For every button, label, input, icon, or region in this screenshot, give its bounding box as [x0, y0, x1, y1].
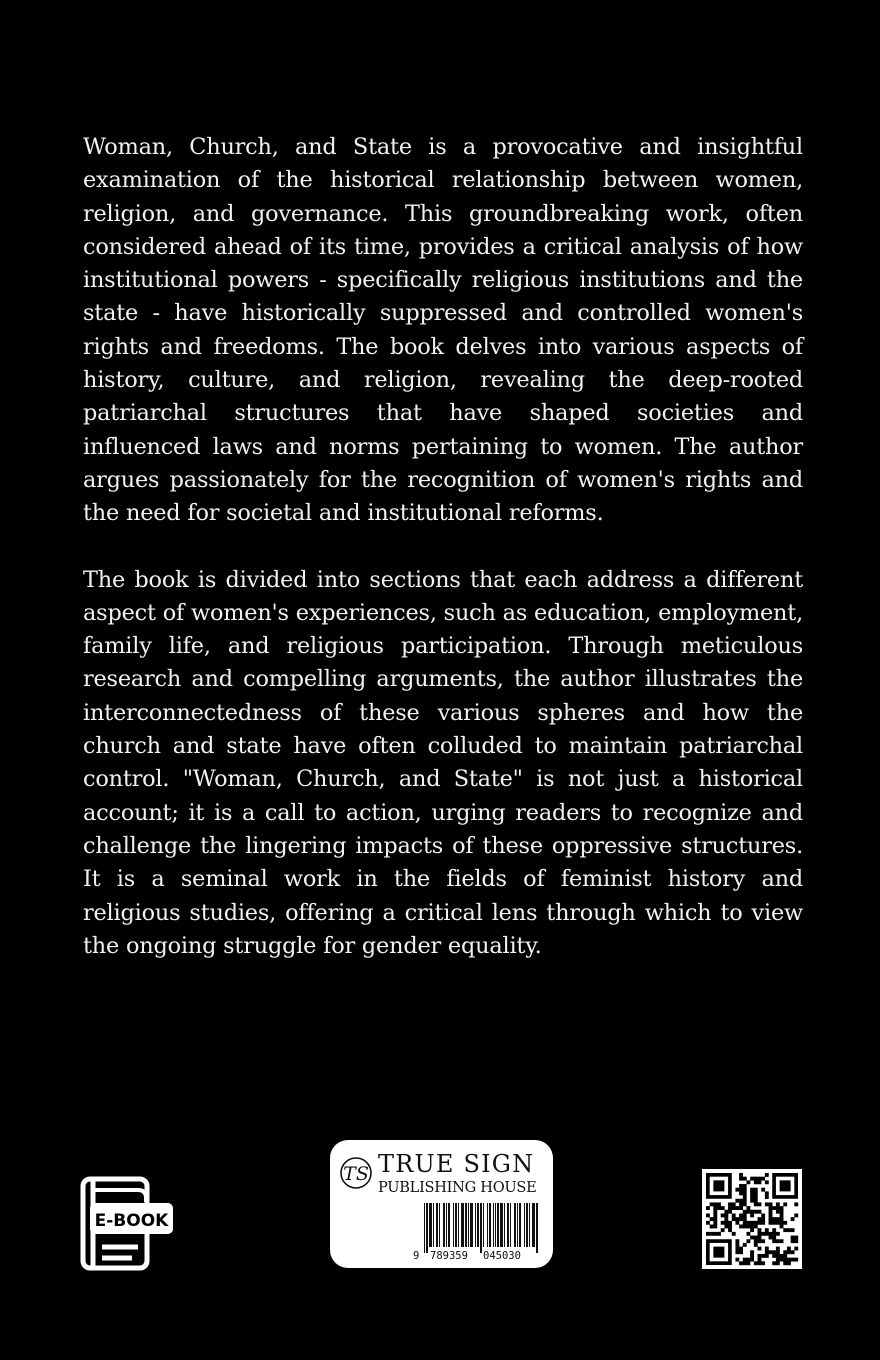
qr-module	[791, 1217, 795, 1221]
qr-module	[750, 1228, 754, 1232]
qr-module	[735, 1243, 739, 1247]
qr-module	[787, 1247, 791, 1251]
qr-module	[758, 1217, 762, 1221]
publisher-name: TRUE SIGN	[378, 1150, 535, 1178]
qr-module	[746, 1261, 750, 1265]
qr-finder-core	[713, 1180, 724, 1191]
qr-module	[772, 1228, 776, 1232]
qr-module	[794, 1239, 798, 1243]
qr-module	[728, 1206, 732, 1210]
qr-module	[721, 1221, 725, 1225]
qr-module	[743, 1191, 747, 1195]
barcode-bar	[424, 1203, 425, 1253]
barcode-bar	[480, 1203, 482, 1253]
qr-module	[776, 1239, 780, 1243]
qr-module	[769, 1210, 773, 1214]
qr-module	[769, 1213, 773, 1217]
qr-module	[754, 1221, 758, 1225]
qr-module	[735, 1247, 739, 1251]
qr-module	[746, 1206, 750, 1210]
qr-module	[739, 1250, 743, 1254]
qr-module	[735, 1217, 739, 1221]
qr-module	[721, 1213, 725, 1217]
qr-module	[783, 1258, 787, 1262]
qr-module	[739, 1184, 743, 1188]
qr-module	[794, 1247, 798, 1251]
qr-module	[750, 1258, 754, 1262]
qr-module	[750, 1195, 754, 1199]
qr-module	[713, 1213, 717, 1217]
qr-module	[754, 1202, 758, 1206]
qr-module	[783, 1254, 787, 1258]
barcode-bar	[477, 1203, 479, 1247]
qr-module	[769, 1202, 773, 1206]
qr-module	[776, 1232, 780, 1236]
qr-module	[780, 1206, 784, 1210]
qr-module	[780, 1221, 784, 1225]
barcode-bar	[507, 1203, 509, 1247]
qr-module	[743, 1258, 747, 1262]
book-description	[83, 131, 803, 963]
qr-module	[769, 1217, 773, 1221]
qr-module	[728, 1210, 732, 1214]
qr-module	[769, 1206, 773, 1210]
qr-module	[750, 1254, 754, 1258]
qr-module	[710, 1217, 714, 1221]
qr-module	[754, 1199, 758, 1203]
qr-module	[787, 1258, 791, 1262]
barcode-bar	[524, 1203, 525, 1247]
qr-module	[732, 1213, 736, 1217]
barcode-bar	[510, 1203, 511, 1247]
qr-module	[758, 1232, 762, 1236]
qr-module	[765, 1254, 769, 1258]
qr-module	[765, 1180, 769, 1184]
qr-module	[739, 1199, 743, 1203]
qr-module	[765, 1191, 769, 1195]
qr-module	[750, 1191, 754, 1195]
qr-module	[776, 1217, 780, 1221]
qr-module	[776, 1258, 780, 1262]
qr-module	[735, 1250, 739, 1254]
qr-module	[791, 1228, 795, 1232]
qr-module	[772, 1236, 776, 1240]
qr-module	[754, 1195, 758, 1199]
qr-module	[776, 1261, 780, 1265]
qr-module	[783, 1202, 787, 1206]
qr-module	[758, 1228, 762, 1232]
qr-finder-core	[780, 1180, 791, 1191]
qr-module	[765, 1247, 769, 1251]
qr-module	[750, 1199, 754, 1203]
barcode-bar	[446, 1203, 447, 1247]
qr-module	[783, 1221, 787, 1225]
qr-module	[750, 1250, 754, 1254]
qr-module	[758, 1258, 762, 1262]
barcode-bar	[483, 1203, 484, 1247]
qr-module	[758, 1180, 762, 1184]
publisher-logo-icon	[338, 1148, 374, 1198]
qr-module	[761, 1254, 765, 1258]
qr-module	[761, 1232, 765, 1236]
barcode-bar	[497, 1203, 499, 1247]
qr-module	[735, 1239, 739, 1243]
qr-module	[739, 1202, 743, 1206]
barcode-bar	[514, 1203, 516, 1247]
qr-module	[735, 1221, 739, 1225]
qr-module	[769, 1250, 773, 1254]
qr-module	[765, 1202, 769, 1206]
qr-module	[743, 1177, 747, 1181]
qr-module	[746, 1210, 750, 1214]
qr-module	[758, 1239, 762, 1243]
qr-module	[761, 1213, 765, 1217]
qr-module	[724, 1210, 728, 1214]
barcode-bar	[465, 1203, 467, 1247]
qr-module	[713, 1221, 717, 1225]
qr-module	[724, 1213, 728, 1217]
qr-module	[754, 1177, 758, 1181]
qr-module	[780, 1239, 784, 1243]
qr-module	[743, 1199, 747, 1203]
qr-module	[743, 1210, 747, 1214]
qr-module	[743, 1217, 747, 1221]
qr-module	[739, 1225, 743, 1229]
qr-module	[743, 1261, 747, 1265]
qr-module	[721, 1206, 725, 1210]
qr-module	[772, 1250, 776, 1254]
qr-module	[787, 1250, 791, 1254]
isbn-group-2: 045030	[483, 1250, 521, 1262]
qr-module	[776, 1206, 780, 1210]
qr-module	[724, 1225, 728, 1229]
qr-module	[739, 1173, 743, 1177]
qr-module	[794, 1236, 798, 1240]
qr-module	[743, 1195, 747, 1199]
qr-module	[780, 1254, 784, 1258]
description-paragraph-1: Woman, Church, and State is a provocative and insightful examination of the historical relationship between women, religion, and governance. This groundbreaking work, often considered ahead of its time, provides a critical analysis of how institutional powers - specifically religious institutions and the state - have historically suppressed and controlled women's rights and freedoms. The book delves into various aspects of history, culture, and religion, revealing the deep-rooted patriarchal structures that have shaped societies and influenced laws and norms pertaining to women. The author argues passionately for the recognition of women's rights and the need for societal and institutional reforms.	[83, 134, 803, 527]
barcode-bar	[500, 1203, 503, 1247]
qr-module	[710, 1225, 714, 1229]
qr-module	[772, 1206, 776, 1210]
barcode-bar	[458, 1203, 459, 1247]
barcode-bar	[455, 1203, 457, 1247]
qr-module	[739, 1247, 743, 1251]
qr-module	[754, 1239, 758, 1243]
qr-module	[780, 1258, 784, 1262]
description-paragraph-2: The book is divided into sections that each address a different aspect of women's experiences, such as education, employment, family life, and religious participation. Through meticulous research and compelling arguments, the author illustrates the interconnectedness of these various spheres and how the church and state have often colluded to maintain patriarchal control. "Woman, Church, and State" is not just a historical account; it is a call to action, urging readers to recognize and challenge the lingering impacts of these oppressive structures. It is a seminal work in the fields of feminist history and religious studies, offering a critical lens through which to view the ongoing struggle for gender equality.	[83, 566, 803, 959]
barcode-bar	[439, 1203, 440, 1247]
qr-module	[780, 1210, 784, 1214]
barcode-bar	[436, 1203, 438, 1247]
isbn-group-1: 789359	[430, 1250, 468, 1262]
qr-module	[769, 1232, 773, 1236]
qr-module	[743, 1202, 747, 1206]
qr-module	[743, 1225, 747, 1229]
qr-module	[787, 1228, 791, 1232]
qr-module	[728, 1228, 732, 1232]
qr-module	[750, 1221, 754, 1225]
qr-module	[776, 1254, 780, 1258]
qr-module	[746, 1258, 750, 1262]
qr-module	[754, 1180, 758, 1184]
barcode-bar	[461, 1203, 464, 1247]
qr-module	[765, 1228, 769, 1232]
barcode-bar	[443, 1203, 445, 1247]
qr-module	[732, 1206, 736, 1210]
barcode-bar	[487, 1203, 488, 1247]
qr-module	[769, 1221, 773, 1225]
qr-module	[732, 1232, 736, 1236]
qr-module	[758, 1210, 762, 1214]
qr-module	[743, 1188, 747, 1192]
qr-module	[754, 1236, 758, 1240]
qr-module	[754, 1191, 758, 1195]
qr-module	[735, 1199, 739, 1203]
qr-module	[783, 1250, 787, 1254]
qr-module	[765, 1195, 769, 1199]
barcode-bar	[489, 1203, 491, 1247]
qr-module	[713, 1232, 717, 1236]
qr-module	[794, 1213, 798, 1217]
qr-module	[728, 1202, 732, 1206]
qr-module	[761, 1188, 765, 1192]
qr-module	[772, 1261, 776, 1265]
qr-module	[717, 1206, 721, 1210]
qr-module	[743, 1213, 747, 1217]
qr-module	[750, 1225, 754, 1229]
barcode-bar	[519, 1203, 521, 1247]
barcode-bar	[448, 1203, 450, 1247]
qr-module	[783, 1228, 787, 1232]
qr-module	[769, 1236, 773, 1240]
qr-module	[706, 1206, 710, 1210]
qr-module	[761, 1221, 765, 1225]
qr-module	[706, 1213, 710, 1217]
qr-module	[746, 1180, 750, 1184]
qr-module	[783, 1261, 787, 1265]
qr-module	[739, 1213, 743, 1217]
qr-module	[776, 1247, 780, 1251]
qr-module	[758, 1261, 762, 1265]
qr-module	[713, 1206, 717, 1210]
qr-module	[758, 1254, 762, 1258]
qr-module	[713, 1225, 717, 1229]
qr-module	[706, 1232, 710, 1236]
qr-module	[724, 1217, 728, 1221]
barcode-bar	[468, 1203, 469, 1247]
qr-module	[772, 1254, 776, 1258]
qr-module	[754, 1225, 758, 1229]
barcode-bar	[495, 1203, 496, 1247]
qr-module	[743, 1243, 747, 1247]
qr-module	[761, 1261, 765, 1265]
qr-module	[765, 1250, 769, 1254]
qr-module	[750, 1188, 754, 1192]
qr-module	[772, 1217, 776, 1221]
barcode-bar	[429, 1203, 432, 1247]
qr-module	[758, 1177, 762, 1181]
qr-module	[794, 1202, 798, 1206]
qr-module	[713, 1217, 717, 1221]
barcode-bar	[504, 1203, 505, 1247]
qr-module	[739, 1217, 743, 1221]
qr-module	[728, 1225, 732, 1229]
qr-module	[776, 1221, 780, 1225]
qr-module	[743, 1221, 747, 1225]
qr-module	[787, 1261, 791, 1265]
qr-module	[735, 1258, 739, 1262]
qr-module	[758, 1221, 762, 1225]
qr-module	[780, 1217, 784, 1221]
publisher-logo-letters: TS	[343, 1163, 369, 1185]
isbn-prefix: 9	[413, 1250, 420, 1262]
qr-module	[721, 1228, 725, 1232]
qr-module	[739, 1177, 743, 1181]
qr-module	[739, 1191, 743, 1195]
qr-module	[758, 1236, 762, 1240]
qr-module	[750, 1177, 754, 1181]
barcode-bar	[426, 1203, 428, 1253]
qr-module	[735, 1206, 739, 1210]
qr-module	[791, 1258, 795, 1262]
qr-module	[791, 1250, 795, 1254]
qr-module	[758, 1202, 762, 1206]
barcode-bar	[470, 1203, 473, 1247]
qr-module	[776, 1210, 780, 1214]
qr-module	[743, 1184, 747, 1188]
qr-module	[713, 1202, 717, 1206]
barcode-bar	[475, 1203, 476, 1247]
qr-module	[746, 1239, 750, 1243]
barcode-bar	[532, 1203, 535, 1247]
qr-module	[746, 1232, 750, 1236]
qr-module	[739, 1188, 743, 1192]
qr-code-icon	[702, 1169, 802, 1269]
qr-module	[772, 1221, 776, 1225]
ebook-icon	[80, 1176, 175, 1272]
qr-module	[765, 1232, 769, 1236]
qr-module	[739, 1261, 743, 1265]
qr-module	[728, 1221, 732, 1225]
publisher-subtitle: PUBLISHING HOUSE	[378, 1179, 537, 1196]
qr-module	[780, 1225, 784, 1229]
qr-module	[754, 1188, 758, 1192]
qr-module	[739, 1206, 743, 1210]
qr-module	[776, 1250, 780, 1254]
qr-module	[713, 1210, 717, 1214]
qr-module	[754, 1210, 758, 1214]
qr-module	[780, 1213, 784, 1217]
qr-module	[761, 1217, 765, 1221]
qr-module	[732, 1217, 736, 1221]
qr-module	[750, 1236, 754, 1240]
barcode-bar	[517, 1203, 518, 1247]
barcode-bar	[433, 1203, 434, 1247]
qr-module	[791, 1239, 795, 1243]
qr-module	[761, 1177, 765, 1181]
qr-module	[746, 1225, 750, 1229]
qr-module	[750, 1213, 754, 1217]
barcode-bar	[453, 1203, 454, 1247]
qr-module	[765, 1173, 769, 1177]
qr-module	[717, 1232, 721, 1236]
qr-module	[794, 1258, 798, 1262]
qr-module	[772, 1239, 776, 1243]
qr-module	[732, 1202, 736, 1206]
qr-module	[791, 1236, 795, 1240]
qr-module	[717, 1202, 721, 1206]
qr-module	[758, 1247, 762, 1251]
ebook-label: E-BOOK	[94, 1211, 169, 1231]
qr-module	[710, 1232, 714, 1236]
barcode	[422, 1203, 540, 1253]
barcode-bar	[526, 1203, 528, 1247]
qr-module	[750, 1210, 754, 1214]
qr-module	[710, 1202, 714, 1206]
qr-module	[735, 1188, 739, 1192]
qr-module	[761, 1239, 765, 1243]
qr-module	[776, 1202, 780, 1206]
qr-module	[746, 1221, 750, 1225]
qr-finder-core	[713, 1247, 724, 1258]
barcode-bar	[529, 1203, 530, 1247]
qr-module	[772, 1232, 776, 1236]
qr-module	[706, 1221, 710, 1225]
barcode-bar	[536, 1203, 538, 1253]
qr-module	[724, 1221, 728, 1225]
barcode-bar	[493, 1203, 494, 1247]
publisher-badge	[330, 1140, 553, 1268]
qr-module	[754, 1261, 758, 1265]
qr-module	[754, 1243, 758, 1247]
